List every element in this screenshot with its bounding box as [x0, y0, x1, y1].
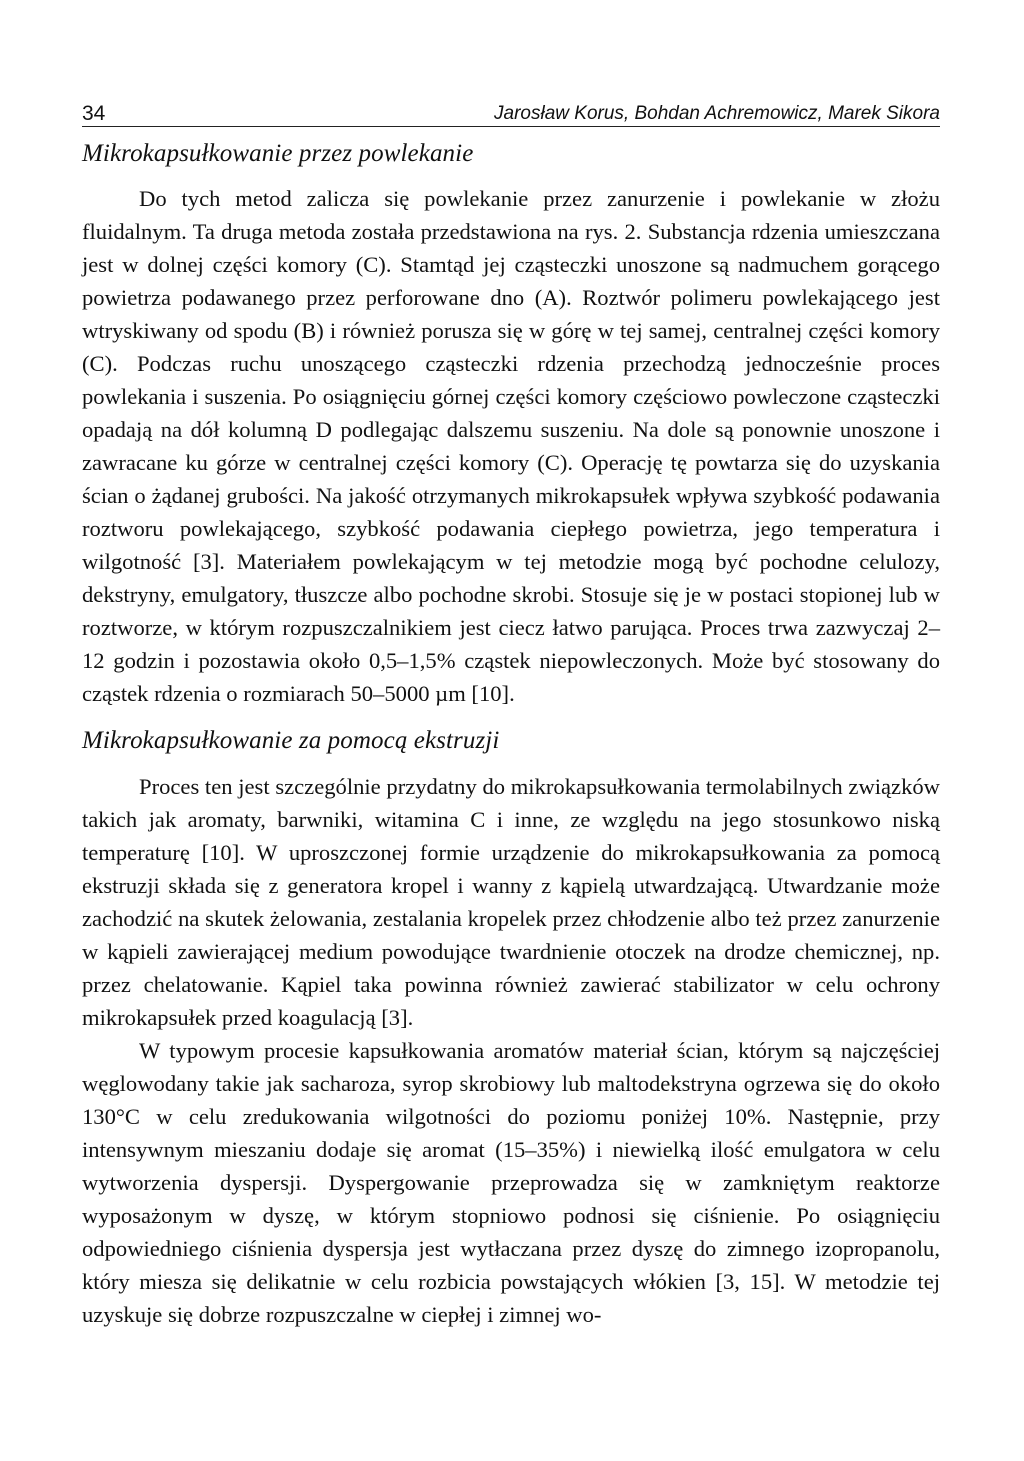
page-number: 34 — [82, 102, 106, 125]
paragraph: Proces ten jest szczególnie przydatny do mikrokapsułkowania termolabilnych związków takich jak aromaty, barwniki, witamina C i inne, ze względu na jego stosunkowo niską temperaturę [10]. W uproszczonej formie urządzenie do mikrokapsułkowania za pomocą ekstruzji składa się z generatora kropel i wanny z kąpielą utwardzającą. Utwardzanie może zachodzić na skutek żelowania, zestalania kropelek przez chłodzenie albo też przez zanurzenie w kąpieli zawierającej medium powodujące twardnienie otoczek na drodze chemicznej, np. przez chelatowanie. Kąpiel taka powinna również zawierać stabilizator w celu ochrony mikrokapsułek przed koagulacją [3]. — [82, 774, 940, 1030]
running-header — [82, 96, 940, 127]
page — [82, 96, 940, 1331]
paragraph: W typowym procesie kapsułkowania aromatów materiał ścian, którym są najczęściej węglowodany takie jak sacharoza, syrop skrobiowy lub maltodekstryna ogrzewa się do około 130°C w celu zredukowania wilgotności do poziomu poniżej 10%. Następnie, przy intensywnym mieszaniu dodaje się aromat (15–35%) i niewielką ilość emulgatora w celu wytworzenia dyspersji. Dyspergowanie przeprowadza się w zamkniętym reaktorze wyposażonym w dyszę, w którym stopniowo podnosi się ciśnienie. Po osiągnięciu odpowiedniego ciśnienia dyspersja jest wytłaczana przez dyszę do zimnego izopropanolu, który miesza się delikatnie w celu rozbicia powstających włókien [3, 15]. W metodzie tej uzyskuje się dobrze rozpuszczalne w ciepłej i zimnej wo- — [82, 1038, 940, 1327]
paragraph: Do tych metod zalicza się powlekanie przez zanurzenie i powlekanie w złożu fluidalnym. Ta druga metoda została przedstawiona na rys. 2. Substancja rdzenia umieszczana jest w dolnej części komory (C). Stamtąd jej cząsteczki unoszone są nadmuchem gorącego powietrza podawanego przez perforowane dno (A). Roztwór polimeru powlekającego jest wtryskiwany od spodu (B) i również porusza się w górę w tej samej, centralnej części komory (C). Podczas ruchu unoszącego cząsteczki rdzenia przechodzą jednocześnie proces powlekania i suszenia. Po osiągnięciu górnej części komory częściowo powleczone cząsteczki opadają na dół kolumną D podlegając dalszemu suszeniu. Na dole są ponownie unoszone i zawracane ku górze w centralnej części komory (C). Operację tę powtarza się do uzyskania ścian o żądanej grubości. Na jakość otrzymanych mikrokapsułek wpływa szybkość podawania roztworu powlekającego, szybkość podawania ciepłego powietrza, jego temperatura i wilgotność [3]. Materiałem powlekającym w tej metodzie mogą być pochodne celulozy, dekstryny, emulgatory, tłuszcze albo pochodne skrobi. Stosuje się je w postaci stopionej lub w roztworze, w którym rozpuszczalnikiem jest ciecz łatwo parująca. Proces trwa zazwyczaj 2–12 godzin i pozostawia około 0,5–1,5% cząstek niepowleczonych. Może być stosowany do cząstek rdzenia o rozmiarach 50–5000 µm [10]. — [82, 186, 940, 706]
section-title: Mikrokapsułkowanie przez powlekanie — [82, 140, 474, 167]
running-header-authors: Jarosław Korus, Bohdan Achremowicz, Marek Sikora — [494, 103, 940, 124]
section-title: Mikrokapsułkowanie za pomocą ekstruzji — [82, 727, 500, 754]
